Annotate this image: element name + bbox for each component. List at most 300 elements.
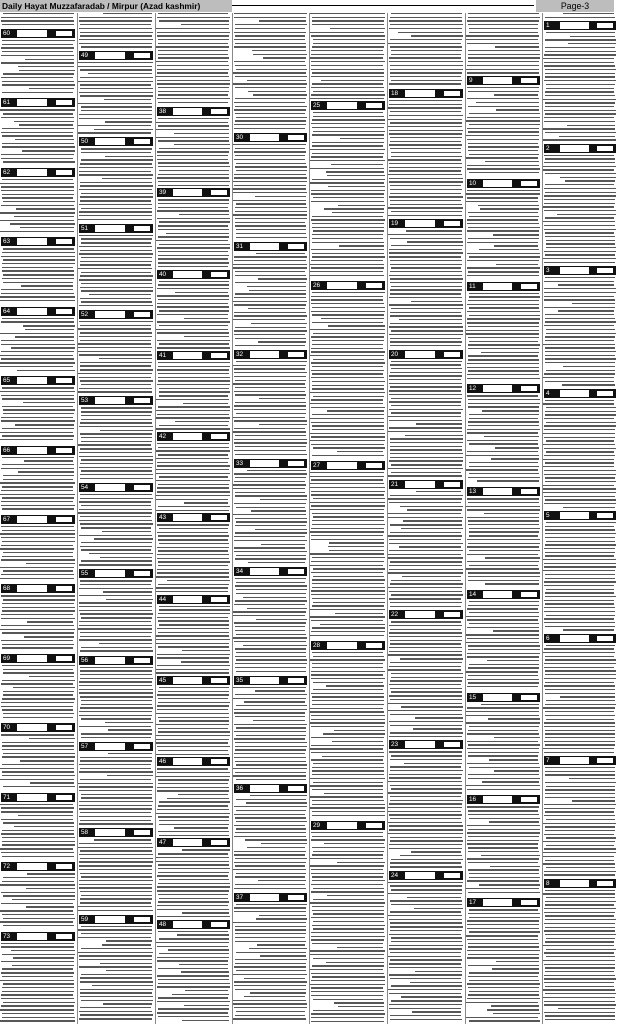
text-line [1, 574, 74, 575]
text-line [236, 1011, 305, 1012]
text-line [156, 776, 229, 777]
text-line [469, 909, 539, 910]
text-line [469, 341, 539, 342]
text-line [158, 102, 228, 103]
text-line [388, 126, 461, 127]
text-line [159, 148, 230, 149]
text-line [545, 793, 615, 794]
ad-header-slot [405, 351, 435, 358]
ad-header-bar [157, 432, 230, 441]
text-line [388, 792, 461, 793]
text-line [251, 323, 306, 324]
text-line [234, 1007, 307, 1008]
text-line [80, 185, 152, 186]
text-line [158, 373, 229, 374]
text-line [310, 969, 383, 970]
text-line [544, 952, 614, 953]
text-line [545, 592, 615, 593]
text-line [79, 189, 152, 190]
ad-number: 56 [81, 656, 89, 664]
text-line [233, 1018, 306, 1019]
text-line [234, 391, 306, 392]
text-line [234, 256, 307, 257]
text-line [389, 829, 462, 830]
text-line [233, 1000, 305, 1001]
ad-header-bar [79, 224, 153, 233]
text-line [544, 871, 615, 872]
text-line [388, 882, 462, 883]
text-line [80, 858, 152, 859]
text-line [2, 603, 74, 604]
text-line [234, 124, 306, 125]
text-line [1, 640, 74, 641]
text-line [234, 836, 306, 837]
text-line [485, 557, 540, 558]
text-line [158, 140, 229, 141]
text-line [390, 189, 462, 190]
ad-number: 38 [159, 108, 167, 115]
ad-header-slot [173, 352, 202, 359]
ad-header-bar [467, 487, 540, 496]
text-line [312, 579, 384, 580]
ad-header-tag [211, 190, 227, 195]
text-line [469, 535, 538, 536]
text-line [80, 24, 151, 25]
text-line [0, 300, 75, 301]
text-line [79, 801, 153, 802]
text-line [543, 444, 615, 445]
ad-header-tag [288, 135, 304, 140]
text-line [80, 362, 152, 363]
text-line [233, 417, 305, 418]
text-line [234, 409, 306, 410]
text-line [313, 116, 384, 117]
text-line [312, 696, 383, 697]
text-line [105, 722, 152, 723]
text-line [469, 601, 540, 602]
text-line [234, 888, 305, 889]
text-line [544, 804, 616, 805]
text-line [390, 662, 462, 663]
text-line [0, 231, 74, 232]
text-line [403, 520, 461, 521]
text-line [391, 286, 463, 287]
text-line [468, 580, 539, 581]
text-line [544, 808, 615, 809]
text-line [310, 865, 384, 866]
column-7 [466, 13, 541, 1024]
text-line [466, 1002, 538, 1003]
text-line [81, 257, 153, 258]
text-line [390, 323, 462, 324]
text-line [81, 542, 153, 543]
text-line [311, 303, 384, 304]
text-line [467, 825, 540, 826]
text-line [247, 847, 305, 848]
text-line [2, 749, 73, 750]
ad-number: 46 [159, 758, 167, 766]
text-line [80, 768, 151, 769]
text-line [234, 442, 306, 443]
text-line [311, 869, 383, 870]
text-line [310, 659, 385, 660]
text-line [390, 122, 462, 123]
ad-number: 51 [81, 224, 89, 232]
text-line [158, 613, 230, 614]
text-line [544, 607, 615, 608]
text-line [391, 211, 463, 212]
text-line [467, 789, 540, 790]
text-line [158, 728, 229, 729]
text-line [157, 247, 230, 248]
text-line [79, 564, 152, 565]
text-line [81, 797, 153, 798]
text-line [545, 113, 616, 114]
text-line [235, 959, 307, 960]
text-line [544, 1012, 614, 1013]
text-line [466, 888, 539, 889]
text-line [389, 104, 462, 105]
text-line [81, 1000, 153, 1001]
text-line [234, 185, 306, 186]
text-line [391, 368, 462, 369]
text-line [79, 808, 152, 809]
text-line [390, 1015, 461, 1016]
text-line [391, 54, 461, 55]
text-line [388, 654, 462, 655]
text-line [234, 330, 307, 331]
text-line [544, 752, 614, 753]
text-line [390, 495, 462, 496]
text-line [468, 238, 539, 239]
text-line [544, 203, 615, 204]
ad-header-tag [521, 386, 537, 391]
text-line [543, 99, 616, 100]
text-line [234, 312, 305, 313]
text-line [80, 636, 151, 637]
text-line [81, 208, 152, 209]
text-line [26, 906, 74, 907]
ad-header-tag [366, 643, 382, 648]
text-line [3, 717, 73, 718]
text-line [158, 868, 230, 869]
text-line [81, 617, 152, 618]
text-line [311, 671, 385, 672]
text-line [234, 297, 306, 298]
text-line [158, 894, 228, 895]
text-line [544, 600, 614, 601]
text-line [79, 966, 152, 967]
text-line [79, 211, 152, 212]
text-line [311, 436, 385, 437]
ad-header-bar [157, 351, 230, 360]
ad-header-tag [288, 786, 304, 791]
text-line [157, 17, 230, 18]
text-line [158, 258, 229, 259]
text-line [2, 398, 74, 399]
text-line [390, 785, 462, 786]
ad-header-slot [95, 657, 125, 664]
text-line [159, 325, 228, 326]
ad-number: 64 [3, 307, 11, 315]
text-line [157, 69, 229, 70]
text-line [158, 203, 229, 204]
text-line [159, 606, 230, 607]
text-line [2, 81, 74, 82]
text-line [389, 963, 461, 964]
text-line [545, 318, 615, 319]
text-line [415, 971, 462, 972]
text-line [156, 469, 228, 470]
text-line [390, 561, 462, 562]
ad-header-tag [211, 922, 227, 927]
text-line [233, 181, 306, 182]
text-line [312, 314, 385, 315]
ad-header-slot [17, 516, 47, 523]
text-line [79, 865, 152, 866]
text-line [106, 970, 152, 971]
text-line [158, 406, 230, 407]
text-line [235, 937, 305, 938]
text-line [158, 779, 229, 780]
text-line [468, 851, 538, 852]
text-line [81, 737, 152, 738]
ad-header-slot [17, 655, 47, 662]
text-line [389, 133, 462, 134]
text-line [81, 948, 152, 949]
text-line [80, 891, 152, 892]
ad-header-tag [597, 513, 613, 518]
text-line [156, 450, 229, 451]
ad-header-slot [560, 22, 589, 29]
text-line [390, 438, 463, 439]
text-line [234, 315, 307, 316]
text-line [329, 550, 384, 551]
text-line [234, 334, 305, 335]
text-line [546, 247, 616, 248]
text-line [259, 398, 306, 399]
text-line [310, 182, 384, 183]
text-line [2, 84, 75, 85]
ad-header-slot [17, 585, 47, 592]
text-line [2, 647, 73, 648]
text-line [467, 619, 538, 620]
text-line [546, 719, 615, 720]
text-line [1, 117, 73, 118]
text-line [159, 898, 228, 899]
text-line [79, 535, 152, 536]
text-line [469, 418, 538, 419]
text-line [310, 32, 383, 33]
text-line [388, 989, 462, 990]
text-line [79, 246, 152, 247]
text-line [311, 535, 384, 536]
text-line [466, 722, 540, 723]
ad-header-bar [234, 242, 307, 251]
text-line [158, 805, 228, 806]
text-line [94, 839, 151, 840]
text-line [468, 649, 539, 650]
text-line [468, 57, 540, 58]
text-line [391, 361, 462, 362]
text-line [310, 440, 385, 441]
text-line [177, 934, 229, 935]
text-line [545, 184, 614, 185]
text-line [389, 565, 462, 566]
text-line [312, 700, 383, 701]
text-line [0, 548, 74, 549]
text-line [236, 237, 307, 238]
text-line [389, 934, 461, 935]
text-line [235, 761, 306, 762]
text-line [388, 159, 461, 160]
ad-header-slot [483, 488, 512, 495]
ad-header-tag [211, 597, 227, 602]
ad-header-bar [157, 513, 230, 522]
text-line [543, 893, 615, 894]
text-line [390, 759, 462, 760]
text-line [3, 925, 75, 926]
text-line [390, 699, 462, 700]
text-line [1, 972, 74, 973]
text-line [157, 946, 228, 947]
text-line [491, 1005, 539, 1006]
text-line [158, 816, 229, 817]
text-line [389, 919, 462, 920]
text-line [2, 387, 75, 388]
column-3 [156, 13, 231, 1024]
text-line [233, 687, 306, 688]
text-line [2, 428, 74, 429]
text-line [469, 466, 540, 467]
text-line [389, 297, 462, 298]
text-line [182, 1020, 229, 1021]
text-line [389, 636, 461, 637]
text-line [311, 917, 384, 918]
text-line [467, 304, 539, 305]
text-line [324, 208, 385, 209]
text-line [13, 687, 75, 688]
text-line [390, 930, 462, 931]
text-line [158, 43, 228, 44]
text-line [0, 355, 73, 356]
text-line [467, 72, 539, 73]
text-line [545, 462, 615, 463]
text-line [312, 429, 384, 430]
text-line [312, 976, 385, 977]
text-line [494, 94, 538, 95]
ad-header-tag [56, 170, 72, 175]
text-line [158, 997, 228, 998]
text-line [234, 854, 306, 855]
text-line [310, 329, 385, 330]
text-line [389, 427, 462, 428]
text-line [312, 223, 384, 224]
text-line [243, 597, 306, 598]
text-line [234, 547, 305, 548]
text-line [545, 533, 616, 534]
text-line [1, 344, 75, 345]
text-line [235, 387, 306, 388]
text-line [2, 914, 74, 915]
text-line [466, 568, 538, 569]
ad-header-tag [288, 461, 304, 466]
text-line [159, 609, 230, 610]
text-line [389, 666, 462, 667]
text-line [158, 199, 229, 200]
text-line [544, 848, 616, 849]
text-line [313, 39, 385, 40]
text-line [312, 127, 383, 128]
text-line [543, 492, 616, 493]
text-line [256, 253, 305, 254]
text-line [159, 720, 229, 721]
text-line [544, 288, 615, 289]
text-line [388, 513, 461, 514]
ad-header-bar [544, 879, 616, 888]
text-line [158, 299, 229, 300]
text-line [157, 909, 229, 910]
text-line [467, 128, 539, 129]
text-line [233, 484, 305, 485]
text-line [172, 994, 229, 995]
text-line [389, 178, 463, 179]
text-line [158, 632, 229, 633]
text-line [89, 294, 151, 295]
text-line [568, 43, 616, 44]
ad-number: 66 [3, 446, 11, 454]
text-line [235, 694, 306, 695]
text-line [311, 539, 384, 540]
text-line [312, 513, 384, 514]
text-line [312, 17, 385, 18]
ad-header-bar [234, 893, 307, 902]
text-line [80, 850, 152, 851]
text-line [81, 459, 153, 460]
text-line [3, 786, 75, 787]
text-line [79, 520, 153, 521]
ad-header-bar [234, 784, 307, 793]
text-line [2, 756, 75, 757]
ad-header-tag [521, 489, 537, 494]
text-line [235, 394, 306, 395]
text-line [545, 915, 615, 916]
text-line [158, 284, 229, 285]
text-line [156, 672, 229, 673]
text-line [388, 475, 462, 476]
text-line [0, 333, 74, 334]
text-line [249, 948, 307, 949]
text-line [467, 858, 539, 859]
text-line [255, 196, 307, 197]
text-line [545, 730, 614, 731]
ad-header-bar [79, 656, 153, 665]
text-line [2, 1017, 75, 1018]
text-line [389, 695, 462, 696]
text-line [3, 274, 74, 275]
text-line [312, 925, 385, 926]
text-line [545, 774, 615, 775]
text-line [390, 457, 463, 458]
text-line [467, 139, 539, 140]
text-line [79, 887, 153, 888]
text-line [80, 898, 152, 899]
text-line [159, 476, 228, 477]
text-line [156, 724, 228, 725]
ad-number: 53 [81, 397, 89, 405]
text-line [544, 722, 615, 723]
text-line [80, 494, 152, 495]
